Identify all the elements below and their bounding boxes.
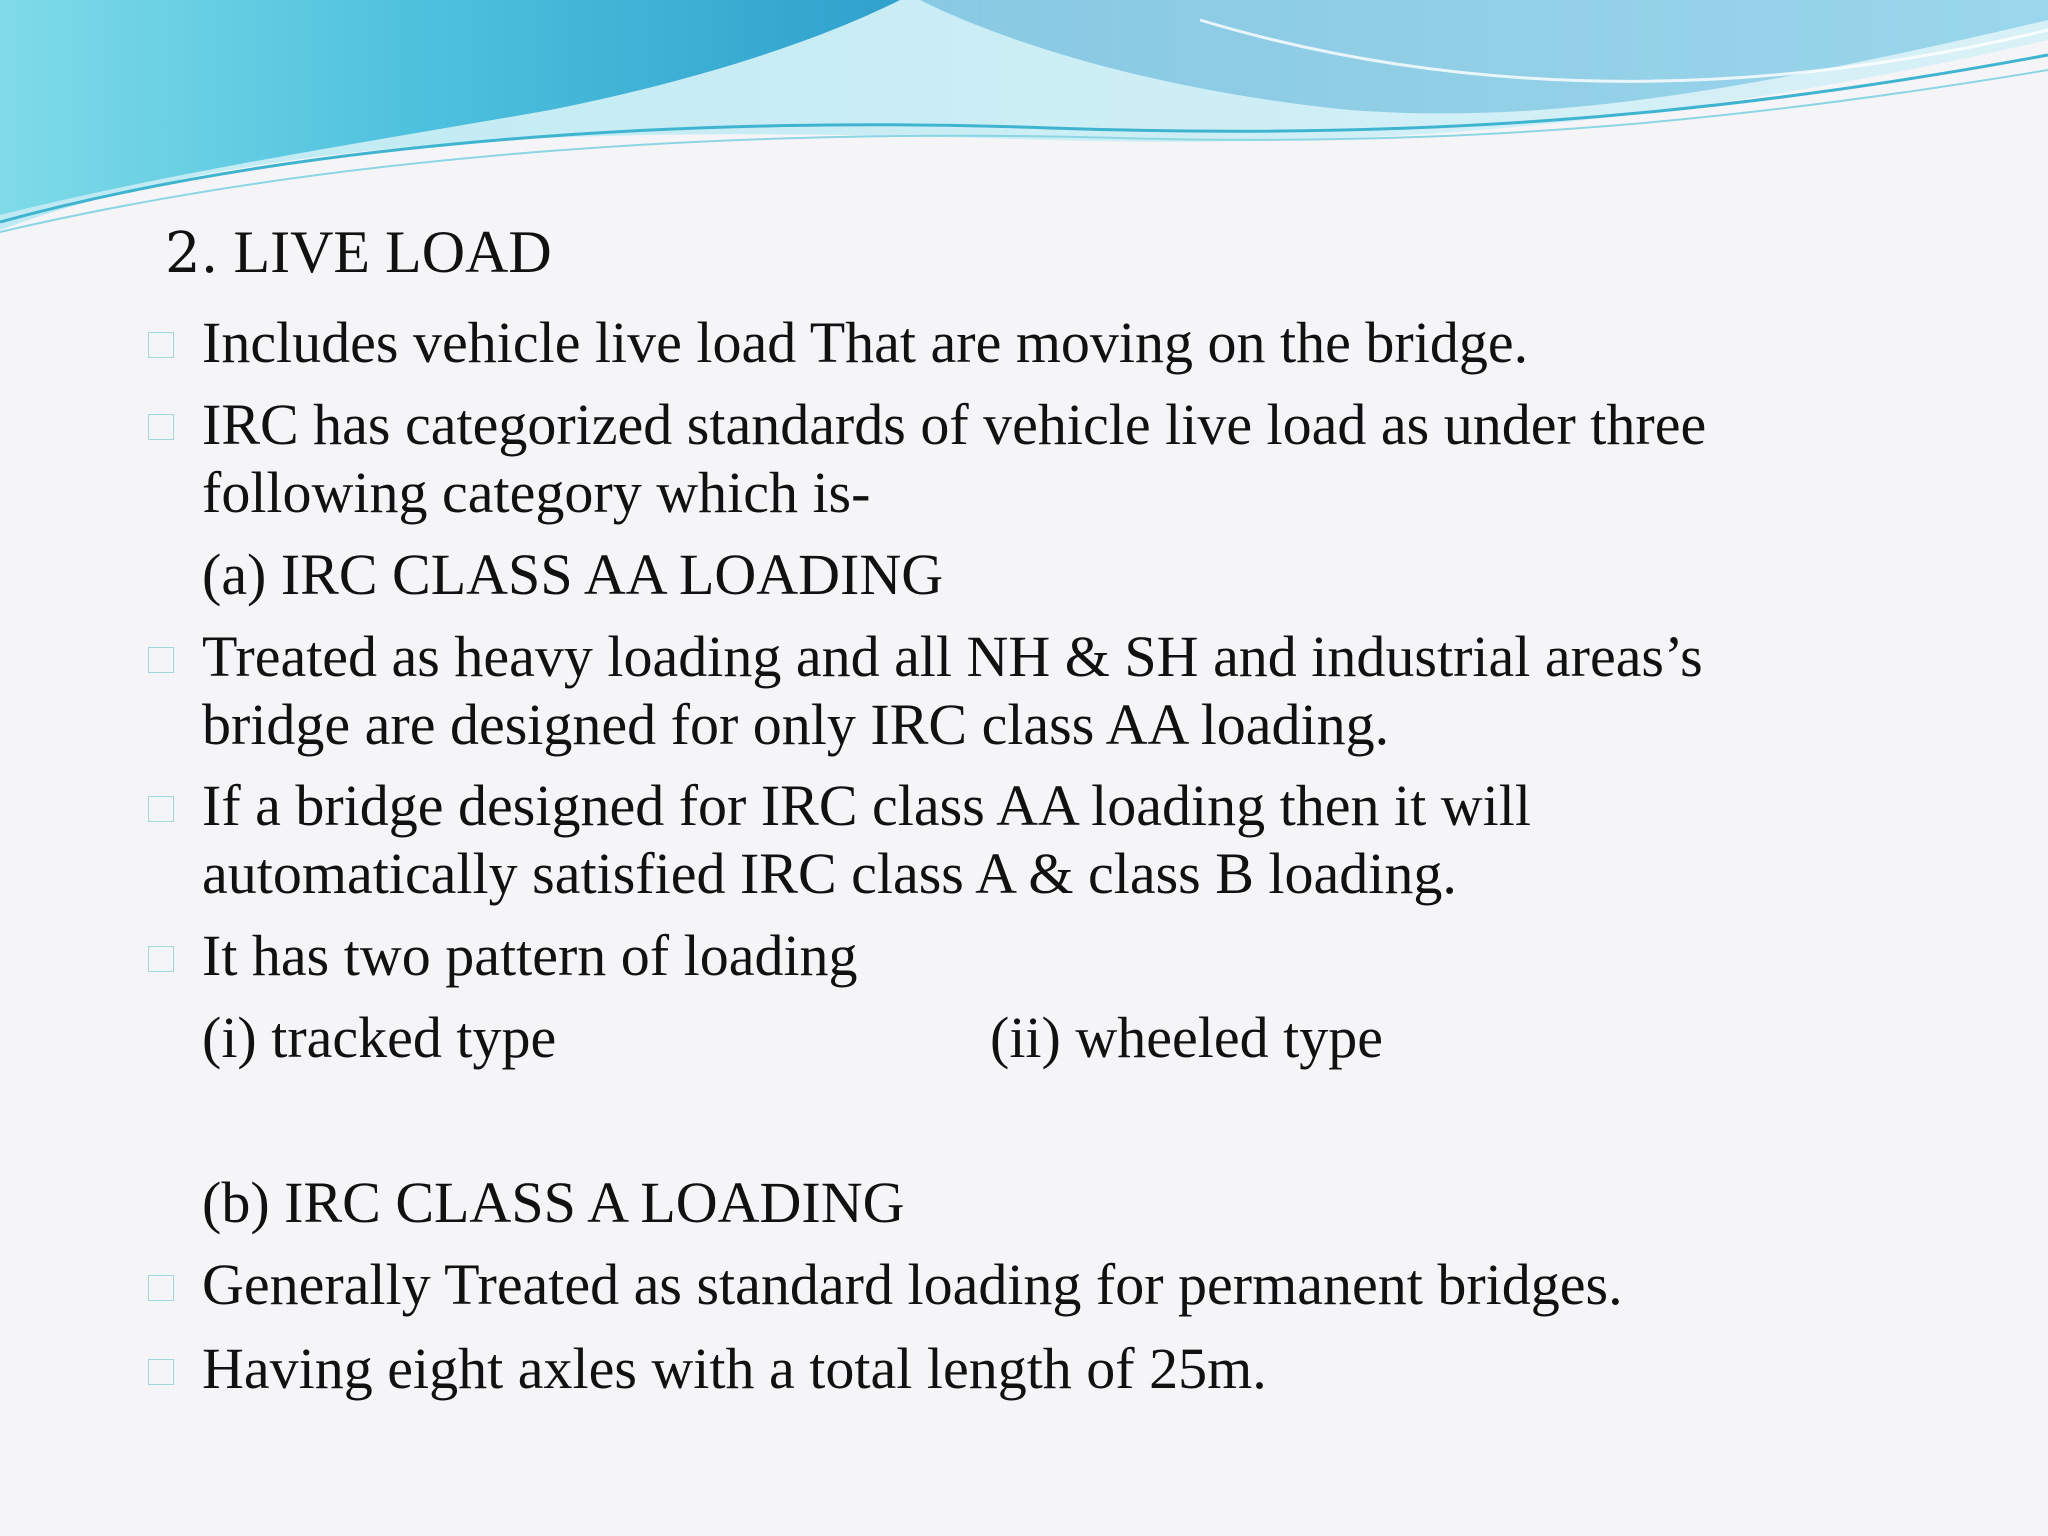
- bullet-square-icon: [148, 647, 174, 673]
- bullet-4-line-1: If a bridge designed for IRC class AA loading then it will: [202, 773, 1531, 838]
- subheading-b: (b) IRC CLASS A LOADING: [202, 1170, 905, 1235]
- pattern-tracked: (i) tracked type: [202, 1005, 557, 1070]
- subheading-a: (a) IRC CLASS AA LOADING: [202, 542, 944, 607]
- bullet-square-icon: [148, 414, 174, 440]
- bullet-4-line-2: automatically satisfied IRC class A & class B loading.: [202, 841, 1457, 906]
- bullet-3-line-1: Treated as heavy loading and all NH & SH and industrial areas’s: [202, 624, 1703, 689]
- bullet-square-icon: [148, 946, 174, 972]
- bullet-7-text: Having eight axles with a total length of 25m.: [202, 1336, 1267, 1401]
- bullet-2-line-1: IRC has categorized standards of vehicle live load as under three: [202, 392, 1707, 457]
- bullet-square-icon: [148, 1275, 174, 1301]
- bullet-5-text: It has two pattern of loading: [202, 923, 858, 988]
- bullet-square-icon: [148, 796, 174, 822]
- bullet-2-line-2: following category which is-: [202, 460, 871, 525]
- slide-title: [165, 212, 552, 294]
- bullet-6-text: Generally Treated as standard loading for permanent bridges.: [202, 1252, 1623, 1317]
- bullet-square-icon: [148, 1359, 174, 1385]
- title-text: LIVE LOAD: [233, 219, 552, 285]
- title-number: 2.: [165, 221, 219, 286]
- pattern-wheeled: (ii) wheeled type: [990, 1005, 1383, 1070]
- bullet-3-line-2: bridge are designed for only IRC class AA loading.: [202, 692, 1390, 757]
- bullet-1-text: Includes vehicle live load That are moving on the bridge.: [202, 310, 1529, 375]
- bullet-square-icon: [148, 332, 174, 358]
